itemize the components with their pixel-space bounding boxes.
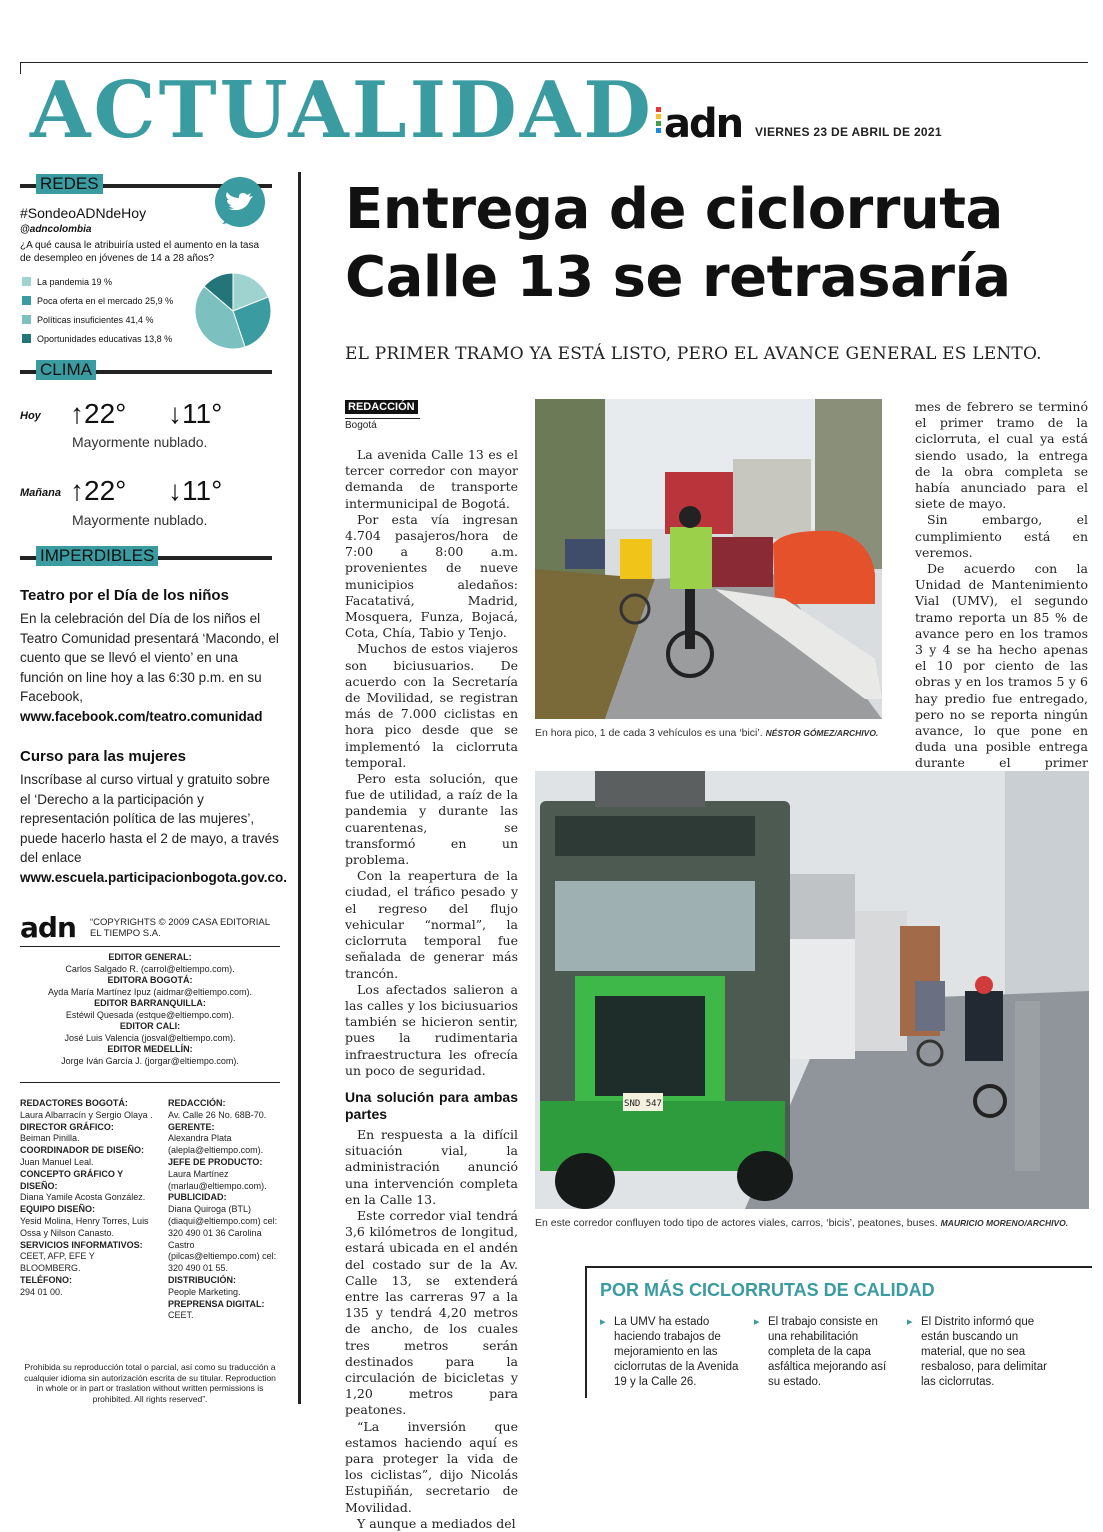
clima-day-today: Hoy: [20, 410, 41, 422]
box-title: POR MÁS CICLORRUTAS DE CALIDAD: [600, 1280, 935, 1300]
poll-legend-item: La pandemia 19 %: [22, 272, 202, 291]
article-column-1: La avenida Calle 13 es el tercer corredor con mayor demanda de transporte intermunicipal de Bogotá. Por esta vía ingresan 4.704 pasajeros/hora de 7:00 a 8:00 a.m. provenientes de nueve municipios aledaños: Facatativá, Madrid, Mosquera, Funza, Bojacá, Cota, Chía, Tabio y Tenjo. Muchos de estos viajeros son biciusuarios. De acuerdo con la Secretaría de Movilidad, se registran más de 7.000 ciclistas en hora pico desde que se implementó la ciclorruta temporal. Pero esta solución, que fue de utilidad, a raíz de la pandemia y durante las cuarentenas, se transformó en un problema. Con la reapertura de la ciudad, el tráfico pesado y el regreso del flujo vehicular “normal”, la ciclorruta temporal fue señalada de generar más trancón. Los afectados salieron a las calles y los biciusuarios también se hicieron sentir, pues la rudimentaria infraestructura les ofrecía un poco de seguridad. Una solución para ambas partes En respuesta a la difícil situación vial, la administración anunció una intervención completa en la Calle 13. Este corredor vial tendrá 3,6 kilómetros de longitud, estará ubicada en el andén del costado sur de la Av. Calle 13, se extenderá entre las carreras 97 a la 135 y tendrá 4,20 metros de ancho, de los cuales tres metros serán destinados para la circulación de bicicletas y 1,20 metros para peatones. “La inversión que estamos haciendo aquí es para proteger la vida de los ciclistas”, dijo Nicolás Estupiñán, secretario de Movilidad. Y aunque a mediados del: [345, 447, 518, 1531]
twitter-bubble-icon: [212, 176, 268, 232]
event-link[interactable]: www.facebook.com/teatro.comunidad: [20, 708, 263, 724]
redes-label: REDES: [36, 174, 103, 194]
article-subtitle: Una solución para ambas partes: [345, 1088, 518, 1122]
copyright-notice: “COPYRIGHTS © 2009 CASA EDITORIAL EL TIEMPO S.A.: [90, 917, 270, 939]
box-item: ▸ El trabajo consiste en una rehabilitación completa de la capa asfáltica mejorando así su estado.: [768, 1315, 898, 1390]
photo-truck-caption: En este corredor confluyen todo tipo de actores viales, carros, ‘bicis’, peatones, buses. MAURICIO MORENO/ARCHIVO.: [535, 1217, 1069, 1229]
box-item: ▸ La UMV ha estado haciendo trabajos de mejoramiento en las ciclorrutas de la Avenida 19 y la Calle 26.: [614, 1315, 744, 1390]
photo-cyclists-caption: En hora pico, 1 de cada 3 vehículos es una ‘bici’. NÉSTOR GÓMEZ/ARCHIVO.: [535, 727, 879, 739]
adn-logo-small: adn: [20, 911, 76, 944]
credits-rule: [20, 946, 280, 947]
clima-min-tomorrow: ↓11°: [168, 475, 223, 506]
event-text: En la celebración del Día de los niños el Teatro Comunidad presentará ‘Macondo, el cuento que se llevó el viento’ en una función on line hoy a las 6:30 p.m. en su Facebook, www.facebook.com/teatro.comunidad: [20, 611, 279, 724]
article-headline: Entrega de ciclorruta Calle 13 se retrasaría: [345, 177, 1011, 310]
clima-min-today: ↓11°: [168, 398, 223, 429]
photo-cyclists: [535, 399, 882, 719]
poll-legend-item: Poca oferta en el mercado 25,9 %: [22, 291, 202, 310]
reproduction-notice: Prohibida su reproducción total o parcial, así como su traducción a cualquier idioma sin autorización escrita de su titular. Reproduction in whole or in part or traslation without written permissions is prohibited. All rights reserved”.: [24, 1362, 276, 1404]
article-subhead: EL PRIMER TRAMO YA ESTÁ LISTO, PERO EL AVANCE GENERAL ES LENTO.: [345, 344, 1042, 364]
byline: REDACCIÓN: [345, 400, 418, 414]
clima-desc-today: Mayormente nublado.: [72, 434, 208, 450]
truck-plate-text: SND 547: [624, 1099, 662, 1109]
top-rule: [20, 62, 1088, 63]
clima-label: CLIMA: [36, 360, 96, 380]
section-title: ACTUALIDAD: [30, 65, 654, 156]
poll-handle: @adncolombia: [20, 224, 92, 235]
photo-truck: [535, 771, 1089, 1209]
event-title: Teatro por el Día de los niños: [20, 587, 229, 604]
clima-max-tomorrow: ↑22°: [70, 475, 127, 506]
event-title: Curso para las mujeres: [20, 748, 186, 765]
staff-left: REDACTORES BOGOTÁ: Laura Albarracín y Sergio Olaya . DIRECTOR GRÁFICO: Beiman Pinilla. COORDINADOR DE DISEÑO: Juan Manuel Leal. CONCEPTO GRÁFICO Y DISEÑO: Diana Yamile Acosta González. EQUIPO DISEÑO: Yesid Molina, Henry Torres, Luis Ossa y Nilson Canasto. SERVICIOS INFORMATIVOS: CEET, AFP, EFE Y BLOOMBERG. TELÉFONO: 294 01 00.: [20, 1098, 153, 1297]
event-text: Inscríbase al curso virtual y gratuito sobre el ‘Derecho a la participación y representación política de las mujeres’, puede hacerlo hasta el 2 de mayo, a través del enlace www.escuela.participacionbogota.gov.co.: [20, 772, 288, 885]
editors-credits: EDITOR GENERAL: Carlos Salgado R. (carrol@eltiempo.com). EDITORA BOGOTÁ: Ayda María Martínez Ipuz (aidmar@eltiempo.com). EDITOR BARRANQUILLA: Estéwil Quesada (estque@eltiempo.com). EDITOR CALI: José Luis Valencia (josval@eltiempo.com). EDITOR MEDELLÍN: Jorge Iván García J. (jorgar@eltiempo.com).: [47, 952, 253, 1066]
poll-legend-item: Políticas insuficientes 41,4 %: [22, 310, 202, 329]
event-link[interactable]: www.escuela.participacionbogota.gov.co.: [20, 869, 288, 885]
top-rule-tick: [20, 62, 21, 74]
clima-day-tomorrow: Mañana: [20, 487, 61, 499]
staff-right: REDACCIÓN: Av. Calle 26 No. 68B-70. GERENTE: Alexandra Plata (alepla@eltiempo.com). JEFE DE PRODUCTO: Laura Martínez (marlau@eltiempo.com). PUBLICIDAD: Diana Quiroga (BTL) (diaqui@eltiempo.com) cel: 320 490 01 36 Carolina Castro (pilcas@eltiempo.com) cel: 320 490 01 55. DISTRIBUCIÓN: People Marketing. PREPRENSA DIGITAL: CEET.: [168, 1098, 278, 1321]
article-column-3: mes de febrero se terminó el primer tramo de la ciclorruta, el cual ya está siendo usado, la entrega de la obra completa se había anunciado para el siete de mayo. Sin embargo, el cumplimiento está en veremos. De acuerdo con la Unidad de Mantenimiento Vial (UMV), el segundo tramo reporta un 85 % de avance pero en los tramos 3 y 4 se ha hecho apenas el 10 por ciento de las obras y en los tramos 5 y 6 hay predio fue entregado, pero no se reporta ningún avance, lo que pone en duda una posible entrega durante el primer: [915, 399, 1088, 771]
staff-rule: [20, 1082, 280, 1083]
adn-logo: adn: [664, 101, 743, 147]
poll-question: ¿A qué causa le atribuiría usted el aumento en la tasa de desempleo en jóvenes de 14 a 28 años?: [20, 240, 260, 264]
poll-legend: [22, 272, 202, 348]
column-divider: [298, 172, 301, 1404]
issue-date: VIERNES 23 DE ABRIL DE 2021: [755, 125, 942, 139]
poll-hashtag: #SondeoADNdeHoy: [20, 205, 147, 221]
clima-max-today: ↑22°: [70, 398, 127, 429]
poll-pie-chart: [194, 272, 272, 350]
box-item: ▸ El Distrito informó que están buscando un material, que no sea resbaloso, para delimitar las ciclorrutas.: [921, 1315, 1051, 1390]
poll-legend-item: Oportunidades educativas 13,8 %: [22, 329, 202, 348]
clima-desc-tomorrow: Mayormente nublado.: [72, 512, 208, 528]
byline-city: Bogotá: [345, 418, 420, 431]
imperdibles-label: IMPERDIBLES: [36, 546, 158, 566]
